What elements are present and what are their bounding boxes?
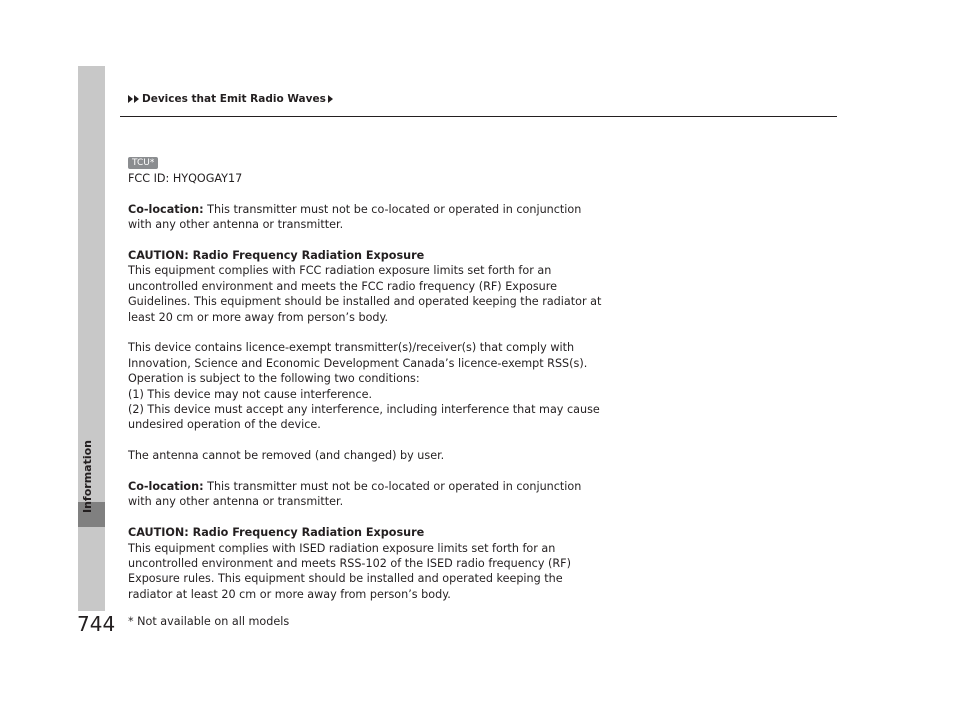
fcc-id: FCC ID: HYQOGAY17 [128, 172, 243, 185]
antenna-paragraph: The antenna cannot be removed (and changed) by user. [128, 449, 445, 463]
tcu-badge: TCU* [128, 157, 158, 169]
colocation-paragraph-1: Co-location: This transmitter must not be co-located or operated in conjunction with any other antenna or transmitter. [128, 202, 582, 232]
footnote: * Not available on all models [128, 615, 290, 628]
breadcrumb-arrow-icon [328, 95, 333, 103]
caution-heading: CAUTION: Radio Frequency Radiation Exposure [128, 526, 425, 540]
header-divider [120, 116, 837, 117]
caution-heading: CAUTION: Radio Frequency Radiation Exposure [128, 249, 425, 262]
caution-paragraph-2: CAUTION: Radio Frequency Radiation Exposure This equipment complies with ISED radiation exposure limits set forth for an uncontrolled environment and meets RSS-102 of the ISED radio frequency (RF) Exposure rules. This equipment should be installed and operated keeping the radiator at least 20 cm or more away from person’s body. [128, 526, 571, 601]
canada-compliance-paragraph: This device contains licence-exempt transmitter(s)/receiver(s) that comply with Innovation, Science and Economic Development Canada’s licence-exempt RSS(s). Operation is subject to the following two conditions: (1) This device may not cause interference. (2) This device must accept any interference, including interference that may cause undesired operation of the device. [128, 341, 600, 432]
sidebar-section-label: Information [81, 440, 94, 513]
breadcrumb [128, 93, 334, 105]
colocation-paragraph-2: Co-location: This transmitter must not be co-located or operated in conjunction with any other antenna or transmitter. [128, 480, 582, 509]
page-number: 744 [77, 612, 116, 636]
section-sidebar-tab [78, 66, 105, 611]
page-content [128, 154, 602, 618]
breadcrumb-link[interactable]: Devices that Emit Radio Waves [142, 93, 326, 105]
breadcrumb-arrow-icon [134, 95, 139, 103]
breadcrumb-arrow-icon [128, 95, 133, 103]
caution-paragraph-1: CAUTION: Radio Frequency Radiation Exposure This equipment complies with FCC radiation exposure limits set forth for an uncontrolled environment and meets the FCC radio frequency (RF) Exposure Guidelines. This equipment should be installed and operated keeping the radiator at least 20 cm or more away from person’s body. [128, 249, 602, 324]
